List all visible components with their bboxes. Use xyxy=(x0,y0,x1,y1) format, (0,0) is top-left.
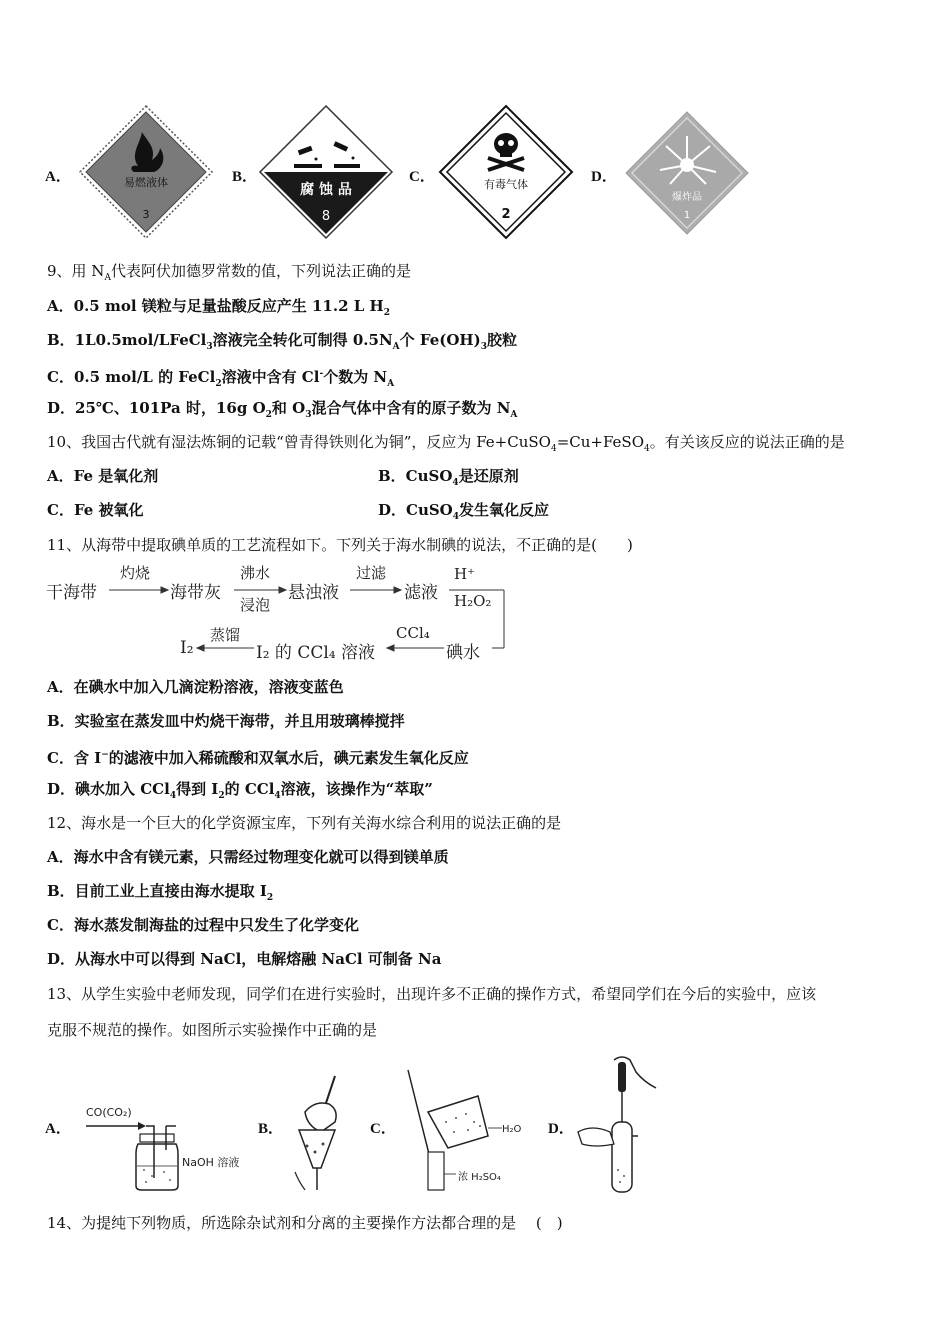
q10-option-c[interactable]: C．Fe 被氧化 xyxy=(47,501,144,519)
q9-option-a[interactable]: A．0.5 mol 镁粒与足量盐酸反应产生 11.2 L $H_2$ xyxy=(47,297,390,318)
flow-node-dry-kelp: 干海带 xyxy=(46,583,97,603)
flow-node-suspension: 悬浊液 xyxy=(288,583,339,603)
flow-step-h2o2: H₂O₂ xyxy=(454,592,492,610)
q12-option-d[interactable]: D．从海水中可以得到 NaCl，电解熔融 NaCl 可制备 Na xyxy=(47,950,442,968)
q13-stem-line1: 13、从学生实验中老师发现，同学们在进行实验时，出现许多不正确的操作方式，希望同学们在今后的实验中，应该 xyxy=(47,985,817,1003)
q13-option-a-label: A． xyxy=(45,1121,71,1137)
q13-stem-line2: 克服不规范的操作。如图所示实验操作中正确的是 xyxy=(47,1021,378,1039)
flow-step-burn: 灼烧 xyxy=(120,564,151,582)
explosive-sign xyxy=(624,110,750,236)
q11-stem: 11、从海带中提取碘单质的工艺流程如下。下列关于海水制碘的说法，不正确的是( ) xyxy=(47,536,633,554)
q12-option-c[interactable]: C．海水蒸发制海盐的过程中只发生了化学变化 xyxy=(47,916,359,934)
sign-c-num: 2 xyxy=(501,207,511,222)
toxic-gas-sign xyxy=(438,104,574,240)
q11-option-a[interactable]: A．在碘水中加入几滴淀粉溶液，溶液变蓝色 xyxy=(47,678,344,696)
flow-node-iodine-water: 碘水 xyxy=(446,643,480,663)
corrosive-sign xyxy=(258,104,394,240)
q14-stem: 14、为提纯下列物质，所选除杂试剂和分离的主要操作方法都合理的是 ( ) xyxy=(47,1214,563,1232)
svg-text:浓 H₂SO₄: 浓 H₂SO₄ xyxy=(458,1172,501,1183)
q11-option-b[interactable]: B．实验室在蒸发皿中灼烧干海带，并且用玻璃棒搅拌 xyxy=(47,712,405,730)
q13-figure-b-filter[interactable] xyxy=(285,1072,355,1197)
q13-figure-c-dilution[interactable] xyxy=(398,1066,538,1196)
q12-option-b[interactable]: B．目前工业上直接由海水提取 $I_2$ xyxy=(47,882,274,903)
sign-d-num: 1 xyxy=(683,210,691,221)
q10-option-b[interactable]: B．CuSO$_4$是还原剂 xyxy=(378,467,519,488)
svg-text:CO(CO₂): CO(CO₂) xyxy=(86,1106,132,1119)
flow-step-boil: 沸水 xyxy=(240,564,271,582)
q8-option-a-label: A． xyxy=(45,169,71,185)
flow-node-iodine: I₂ xyxy=(180,638,194,658)
q13-option-c-label: C． xyxy=(370,1121,396,1137)
flow-step-ccl4: CCl₄ xyxy=(396,624,430,642)
svg-text:H₂O: H₂O xyxy=(502,1124,522,1135)
q12-stem: 12、海水是一个巨大的化学资源宝库，下列有关海水综合利用的说法正确的是 xyxy=(47,814,562,832)
q13-option-b-label: B． xyxy=(258,1121,284,1137)
flow-step-distill: 蒸馏 xyxy=(210,626,241,644)
sign-d-text: 爆炸品 xyxy=(672,192,702,203)
q11-option-c[interactable]: C．含 I−的滤液中加入稀硫酸和双氧水后，碘元素发生氧化反应 xyxy=(47,749,469,767)
flow-step-filter: 过滤 xyxy=(356,564,387,582)
sign-a-num: 3 xyxy=(142,208,150,221)
q13-figure-d-dropper[interactable] xyxy=(574,1052,674,1197)
q13-figure-a-gas-wash[interactable] xyxy=(80,1100,250,1195)
flow-node-iodine-ccl4: I₂ 的 CCl₄ 溶液 xyxy=(256,643,376,663)
sign-c-text: 有毒气体 xyxy=(484,178,528,191)
q11-flow-diagram xyxy=(44,562,514,662)
q10-stem: 10、我国古代就有湿法炼铜的记载“曾青得铁则化为铜”，反应为 Fe+CuSO$_4$=Cu+FeSO$_4$。有关该反应的说法正确的是 xyxy=(47,433,845,454)
q10-option-d[interactable]: D．CuSO$_4$发生氧化反应 xyxy=(378,501,550,522)
q9-option-c[interactable]: C．0.5 mol/L 的 FeCl$_2$溶液中含有 Cl-个数为 $N_A$ xyxy=(47,368,395,389)
flow-step-acid: H⁺ xyxy=(454,565,475,583)
q12-option-a[interactable]: A．海水中含有镁元素，只需经过物理变化就可以得到镁单质 xyxy=(47,848,449,866)
flammable-liquid-sign xyxy=(78,104,214,240)
flow-node-filtrate: 滤液 xyxy=(404,583,438,603)
sign-a-text: 易燃液体 xyxy=(124,176,168,189)
q9-option-d[interactable]: D．25℃、101Pa 时，16g $O_2$和 $O_3$混合气体中含有的原子数为 $N_A$ xyxy=(47,399,518,420)
flow-step-soak: 浸泡 xyxy=(240,596,271,614)
flow-node-kelp-ash: 海带灰 xyxy=(170,583,221,603)
sign-b-num: 8 xyxy=(321,209,331,224)
q13-option-d-label: D． xyxy=(548,1121,574,1137)
q8-option-c-label: C． xyxy=(409,169,435,185)
q8-option-b-label: B． xyxy=(232,169,258,185)
sign-b-text: 腐 蚀 品 xyxy=(300,182,352,198)
svg-text:NaOH 溶液: NaOH 溶液 xyxy=(182,1156,240,1169)
q11-option-d[interactable]: D．碘水加入 CCl$_4$得到 $I_2$的 CCl$_4$溶液，该操作为“萃取” xyxy=(47,780,433,801)
q9-stem: 9、用 $N_A$代表阿伏加德罗常数的值，下列说法正确的是 xyxy=(47,262,411,283)
q9-option-b[interactable]: B．1L0.5mol/LFeCl$_3$溶液完全转化可制得 $0.5N_A$个 $Fe(OH)_3$胶粒 xyxy=(47,331,517,352)
q10-option-a[interactable]: A．Fe 是氧化剂 xyxy=(47,467,159,485)
q8-option-d-label: D． xyxy=(591,169,617,185)
